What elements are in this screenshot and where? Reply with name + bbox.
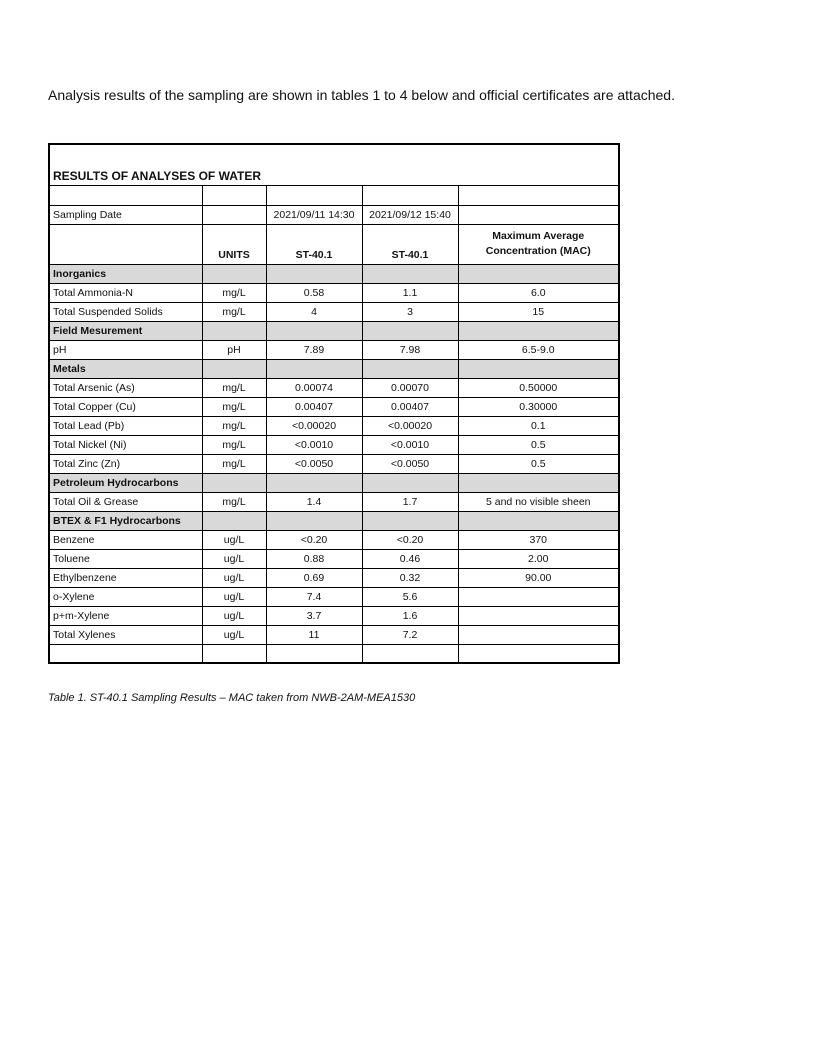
parameter-cell: Ethylbenzene bbox=[49, 568, 202, 587]
unit-cell: mg/L bbox=[202, 454, 266, 473]
section-name: BTEX & F1 Hydrocarbons bbox=[49, 511, 202, 530]
mac-cell bbox=[458, 625, 619, 644]
section-name: Petroleum Hydrocarbons bbox=[49, 473, 202, 492]
table-row bbox=[49, 492, 619, 511]
mac-cell: 0.5 bbox=[458, 435, 619, 454]
mac-cell: 0.5 bbox=[458, 454, 619, 473]
mac-cell: 90.00 bbox=[458, 568, 619, 587]
mac-header-line1: Maximum Average bbox=[492, 230, 585, 242]
intro-paragraph: Analysis results of the sampling are shown in tables 1 to 4 below and official certificates are attached. bbox=[48, 87, 675, 103]
parameter-cell: Total Zinc (Zn) bbox=[49, 454, 202, 473]
unit-cell: mg/L bbox=[202, 416, 266, 435]
table-row bbox=[49, 587, 619, 606]
mac-cell bbox=[458, 606, 619, 625]
section-name: Inorganics bbox=[49, 264, 202, 283]
table-row bbox=[49, 283, 619, 302]
table-row bbox=[49, 397, 619, 416]
table-row bbox=[49, 454, 619, 473]
value-cell-1: <0.0050 bbox=[266, 454, 362, 473]
value-cell-1: 0.00074 bbox=[266, 378, 362, 397]
unit-cell: pH bbox=[202, 340, 266, 359]
parameter-cell: Benzene bbox=[49, 530, 202, 549]
parameter-cell: p+m-Xylene bbox=[49, 606, 202, 625]
section-header-row bbox=[49, 264, 619, 283]
parameter-cell: Toluene bbox=[49, 549, 202, 568]
value-cell-2: <0.0050 bbox=[362, 454, 458, 473]
unit-cell: mg/L bbox=[202, 492, 266, 511]
parameter-cell: Total Suspended Solids bbox=[49, 302, 202, 321]
table-title-row bbox=[49, 144, 619, 185]
value-cell-1: 0.00407 bbox=[266, 397, 362, 416]
sampling-date-label: Sampling Date bbox=[49, 205, 202, 224]
blank-row bbox=[49, 185, 619, 205]
results-table bbox=[48, 143, 620, 664]
unit-cell: ug/L bbox=[202, 606, 266, 625]
header-row bbox=[49, 224, 619, 264]
section-header-row bbox=[49, 321, 619, 340]
parameter-cell: Total Lead (Pb) bbox=[49, 416, 202, 435]
table-row bbox=[49, 416, 619, 435]
parameter-cell: Total Xylenes bbox=[49, 625, 202, 644]
table-row bbox=[49, 340, 619, 359]
table-row bbox=[49, 435, 619, 454]
section-name: Metals bbox=[49, 359, 202, 378]
mac-cell: 370 bbox=[458, 530, 619, 549]
unit-cell: mg/L bbox=[202, 397, 266, 416]
value-cell-2: 0.00407 bbox=[362, 397, 458, 416]
value-cell-2: <0.0010 bbox=[362, 435, 458, 454]
table-row bbox=[49, 530, 619, 549]
sampling-date-2: 2021/09/12 15:40 bbox=[362, 205, 458, 224]
value-cell-1: 0.69 bbox=[266, 568, 362, 587]
value-cell-1: <0.20 bbox=[266, 530, 362, 549]
mac-cell: 2.00 bbox=[458, 549, 619, 568]
value-cell-2: 0.00070 bbox=[362, 378, 458, 397]
parameter-cell: pH bbox=[49, 340, 202, 359]
unit-cell: ug/L bbox=[202, 530, 266, 549]
value-cell-1: 11 bbox=[266, 625, 362, 644]
table-row bbox=[49, 568, 619, 587]
sampling-date-1: 2021/09/11 14:30 bbox=[266, 205, 362, 224]
blank-row bbox=[49, 644, 619, 663]
parameter-cell: Total Arsenic (As) bbox=[49, 378, 202, 397]
table-row bbox=[49, 378, 619, 397]
unit-cell: ug/L bbox=[202, 568, 266, 587]
unit-cell: mg/L bbox=[202, 378, 266, 397]
value-cell-2: 7.98 bbox=[362, 340, 458, 359]
unit-cell: ug/L bbox=[202, 625, 266, 644]
unit-cell: ug/L bbox=[202, 587, 266, 606]
mac-cell: 0.30000 bbox=[458, 397, 619, 416]
table-row bbox=[49, 606, 619, 625]
value-cell-2: 0.32 bbox=[362, 568, 458, 587]
unit-cell: ug/L bbox=[202, 549, 266, 568]
parameter-cell: Total Oil & Grease bbox=[49, 492, 202, 511]
station-header-1: ST-40.1 bbox=[266, 224, 362, 264]
value-cell-2: 5.6 bbox=[362, 587, 458, 606]
mac-cell: 0.50000 bbox=[458, 378, 619, 397]
mac-header-line2: Concentration (MAC) bbox=[485, 245, 591, 257]
station-header-2: ST-40.1 bbox=[362, 224, 458, 264]
value-cell-1: <0.0010 bbox=[266, 435, 362, 454]
value-cell-1: 0.58 bbox=[266, 283, 362, 302]
unit-cell: mg/L bbox=[202, 435, 266, 454]
parameter-cell: o-Xylene bbox=[49, 587, 202, 606]
value-cell-1: 7.89 bbox=[266, 340, 362, 359]
value-cell-2: <0.20 bbox=[362, 530, 458, 549]
value-cell-1: 7.4 bbox=[266, 587, 362, 606]
value-cell-1: <0.00020 bbox=[266, 416, 362, 435]
value-cell-1: 4 bbox=[266, 302, 362, 321]
units-header: UNITS bbox=[202, 224, 266, 264]
parameter-cell: Total Ammonia-N bbox=[49, 283, 202, 302]
value-cell-1: 0.88 bbox=[266, 549, 362, 568]
parameter-cell: Total Copper (Cu) bbox=[49, 397, 202, 416]
table-row bbox=[49, 549, 619, 568]
mac-cell bbox=[458, 587, 619, 606]
unit-cell: mg/L bbox=[202, 283, 266, 302]
value-cell-2: 7.2 bbox=[362, 625, 458, 644]
value-cell-1: 3.7 bbox=[266, 606, 362, 625]
unit-cell: mg/L bbox=[202, 302, 266, 321]
mac-cell: 6.0 bbox=[458, 283, 619, 302]
table-row bbox=[49, 302, 619, 321]
mac-cell: 15 bbox=[458, 302, 619, 321]
mac-cell: 6.5-9.0 bbox=[458, 340, 619, 359]
value-cell-2: 3 bbox=[362, 302, 458, 321]
section-header-row bbox=[49, 511, 619, 530]
table-row bbox=[49, 625, 619, 644]
section-header-row bbox=[49, 359, 619, 378]
sampling-date-row bbox=[49, 205, 619, 224]
section-name: Field Mesurement bbox=[49, 321, 202, 340]
table-title: RESULTS OF ANALYSES OF WATER bbox=[49, 144, 619, 185]
mac-cell: 5 and no visible sheen bbox=[458, 492, 619, 511]
table-caption: Table 1. ST-40.1 Sampling Results – MAC taken from NWB-2AM-MEA1530 bbox=[48, 692, 416, 704]
mac-cell: 0.1 bbox=[458, 416, 619, 435]
value-cell-2: 1.7 bbox=[362, 492, 458, 511]
section-header-row bbox=[49, 473, 619, 492]
parameter-cell: Total Nickel (Ni) bbox=[49, 435, 202, 454]
value-cell-2: 1.6 bbox=[362, 606, 458, 625]
value-cell-2: <0.00020 bbox=[362, 416, 458, 435]
value-cell-2: 0.46 bbox=[362, 549, 458, 568]
mac-header bbox=[458, 224, 619, 264]
value-cell-1: 1.4 bbox=[266, 492, 362, 511]
value-cell-2: 1.1 bbox=[362, 283, 458, 302]
